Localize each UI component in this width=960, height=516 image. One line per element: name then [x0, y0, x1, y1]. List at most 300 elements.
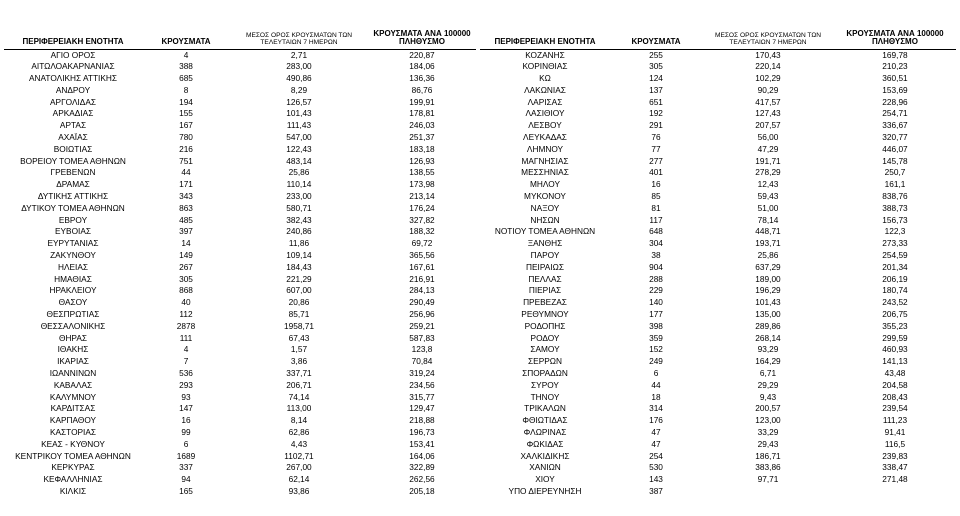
cases-cell: 254 — [649, 450, 663, 461]
region-cell: ΘΕΣΠΡΩΤΙΑΣ — [46, 309, 100, 320]
cases-cell: 1689 — [176, 450, 196, 461]
per100k-cell: 184,06 — [409, 61, 435, 72]
region-cell: ΚΟΡΙΝΘΙΑΣ — [522, 61, 568, 72]
avg7-cell: 278,29 — [755, 167, 781, 178]
per100k-cell: 116,5 — [884, 438, 906, 449]
region-cell: ΗΡΑΚΛΕΙΟΥ — [49, 285, 97, 296]
header-cases: ΚΡΟΥΣΜΑΤΑ — [610, 0, 702, 49]
table-row — [4, 226, 476, 238]
avg7-cell: 101,43 — [755, 297, 781, 308]
avg7-cell — [702, 486, 834, 498]
header-cases: ΚΡΟΥΣΜΑΤΑ — [142, 0, 230, 49]
avg7-cell: 490,86 — [286, 73, 312, 84]
per100k-cell: 220,87 — [409, 49, 435, 60]
cases-cell: 40 — [181, 297, 191, 308]
table-row — [480, 392, 956, 404]
per100k-cell: 111,23 — [882, 415, 908, 426]
cases-cell: 397 — [179, 226, 193, 237]
per100k-cell: 388,73 — [882, 202, 908, 213]
per100k-cell: 173,98 — [409, 179, 435, 190]
avg7-cell: 283,00 — [286, 61, 312, 72]
per100k-cell: 43,48 — [884, 368, 906, 379]
per100k-cell: 284,13 — [409, 285, 435, 296]
per100k-cell: 320,77 — [882, 132, 908, 143]
avg7-cell: 164,29 — [755, 356, 781, 367]
avg7-cell: 67,43 — [288, 332, 310, 343]
per100k-cell: 256,96 — [409, 309, 435, 320]
cases-cell: 81 — [651, 202, 661, 213]
per100k-cell: 136,36 — [409, 73, 435, 84]
table-row — [4, 144, 476, 156]
per100k-cell: 250,7 — [884, 167, 906, 178]
avg7-cell: 196,29 — [755, 285, 781, 296]
region-cell: ΚΑΒΑΛΑΣ — [53, 379, 93, 390]
avg7-cell: 3,86 — [290, 356, 308, 367]
cases-cell: 651 — [649, 96, 663, 107]
table-row — [480, 451, 956, 463]
table-row — [480, 474, 956, 486]
table-row — [4, 439, 476, 451]
region-cell: ΕΥΡΥΤΑΝΙΑΣ — [47, 238, 99, 249]
cases-cell: 277 — [649, 155, 663, 166]
cases-cell: 8 — [183, 84, 189, 95]
per100k-cell: 206,75 — [882, 309, 908, 320]
region-cell: ΜΥΚΟΝΟΥ — [524, 191, 566, 202]
cases-cell: 291 — [649, 120, 663, 131]
table-row — [480, 61, 956, 73]
table-row — [480, 108, 956, 120]
table-row — [480, 167, 956, 179]
avg7-cell: 184,43 — [286, 261, 312, 272]
avg7-cell: 101,43 — [286, 108, 312, 119]
table-row — [480, 203, 956, 215]
region-cell: ΑΝΔΡΟΥ — [55, 84, 91, 95]
cases-cell: 155 — [179, 108, 193, 119]
table-header-left — [4, 0, 476, 49]
table-row — [4, 356, 476, 368]
table-row — [4, 415, 476, 427]
avg7-cell: 122,43 — [286, 143, 312, 154]
per100k-cell: 123,8 — [411, 344, 433, 355]
avg7-cell: 56,00 — [757, 132, 779, 143]
table-row — [480, 344, 956, 356]
cases-cell: 171 — [179, 179, 193, 190]
per100k-cell: 315,77 — [409, 391, 435, 402]
table-row — [4, 49, 476, 61]
region-cell: ΑΧΑΪΑΣ — [58, 132, 88, 143]
avg7-cell: 126,57 — [286, 96, 312, 107]
table-body-left — [4, 49, 476, 498]
avg7-cell: 59,43 — [757, 191, 779, 202]
avg7-cell: 8,29 — [290, 84, 308, 95]
region-cell: ΚΕΝΤΡΙΚΟΥ ΤΟΜΕΑ ΑΘΗΝΩΝ — [15, 450, 131, 461]
table-row — [4, 108, 476, 120]
cases-table-right — [480, 0, 956, 498]
avg7-cell: 547,00 — [286, 132, 312, 143]
table-row — [4, 97, 476, 109]
table-body-right — [480, 49, 956, 498]
avg7-cell: 448,71 — [755, 226, 781, 237]
region-cell: ΣΥΡΟΥ — [531, 379, 559, 390]
avg7-cell: 25,86 — [288, 167, 310, 178]
per100k-cell: 86,76 — [411, 84, 433, 95]
per100k-cell: 299,59 — [882, 332, 908, 343]
avg7-cell: 6,71 — [759, 368, 777, 379]
region-cell: ΠΑΡΟΥ — [530, 250, 560, 261]
avg7-cell: 20,86 — [288, 297, 310, 308]
region-cell: ΑΡΚΑΔΙΑΣ — [52, 108, 94, 119]
table-row — [4, 392, 476, 404]
per100k-cell: 69,72 — [411, 238, 433, 249]
cases-cell: 111 — [179, 332, 193, 343]
cases-cell: 293 — [179, 379, 193, 390]
region-cell: ΠΡΕΒΕΖΑΣ — [523, 297, 567, 308]
cases-cell: 863 — [179, 202, 193, 213]
cases-cell: 685 — [179, 73, 193, 84]
cases-cell: 288 — [649, 273, 663, 284]
per100k-cell: 365,56 — [409, 250, 435, 261]
region-cell: ΙΩΑΝΝΙΝΩΝ — [49, 368, 97, 379]
per100k-cell: 210,23 — [882, 61, 908, 72]
table-row — [4, 215, 476, 227]
per100k-cell: 355,23 — [882, 320, 908, 331]
avg7-cell: 90,29 — [757, 84, 779, 95]
avg7-cell: 220,14 — [755, 61, 781, 72]
per100k-cell: 188,32 — [409, 226, 435, 237]
per100k-cell: 218,88 — [409, 415, 435, 426]
table-row — [4, 321, 476, 333]
table-row — [4, 179, 476, 191]
region-cell: ΖΑΚΥΝΘΟΥ — [50, 250, 96, 261]
table-row — [480, 415, 956, 427]
cases-cell: 401 — [649, 167, 663, 178]
per100k-cell: 178,81 — [409, 108, 435, 119]
table-row — [480, 85, 956, 97]
table-row — [480, 144, 956, 156]
cases-cell: 112 — [179, 309, 193, 320]
per100k-cell: 138,55 — [409, 167, 435, 178]
region-cell: ΑΝΑΤΟΛΙΚΗΣ ΑΤΤΙΚΗΣ — [28, 73, 118, 84]
per100k-cell: 216,91 — [409, 273, 435, 284]
region-cell: ΚΑΛΥΜΝΟΥ — [49, 391, 97, 402]
cases-cell: 47 — [651, 438, 661, 449]
cases-cell: 18 — [651, 391, 661, 402]
cases-cell: 868 — [179, 285, 193, 296]
avg7-cell: 289,86 — [755, 320, 781, 331]
per100k-cell: 271,48 — [882, 474, 908, 485]
cases-cell: 343 — [179, 191, 193, 202]
table-row — [480, 333, 956, 345]
avg7-cell: 102,29 — [755, 73, 781, 84]
cases-cell: 192 — [649, 108, 663, 119]
table-row — [4, 156, 476, 168]
avg7-cell: 337,71 — [286, 368, 312, 379]
table-row — [480, 238, 956, 250]
table-row — [480, 486, 956, 498]
avg7-cell: 191,71 — [755, 155, 781, 166]
avg7-cell: 382,43 — [286, 214, 312, 225]
table-row — [4, 61, 476, 73]
cases-cell: 152 — [649, 344, 663, 355]
table-header-right — [480, 0, 956, 49]
cases-cell: 648 — [649, 226, 663, 237]
region-cell: ΛΗΜΝΟΥ — [526, 143, 564, 154]
region-cell: ΛΕΣΒΟΥ — [528, 120, 562, 131]
table-row — [480, 73, 956, 85]
region-cell: ΚΕΑΣ - ΚΥΘΝΟΥ — [41, 438, 105, 449]
table-row — [4, 167, 476, 179]
per100k-cell: 336,67 — [882, 120, 908, 131]
avg7-cell: 51,00 — [757, 202, 779, 213]
table-row — [4, 403, 476, 415]
region-cell: ΒΟΡΕΙΟΥ ΤΟΜΕΑ ΑΘΗΝΩΝ — [20, 155, 126, 166]
per100k-cell: 204,58 — [882, 379, 908, 390]
per100k-cell: 70,84 — [411, 356, 433, 367]
cases-cell: 4 — [183, 344, 189, 355]
avg7-cell: 9,43 — [759, 391, 777, 402]
region-cell: ΡΕΘΥΜΝΟΥ — [521, 309, 569, 320]
region-cell: ΣΕΡΡΩΝ — [528, 356, 562, 367]
per100k-cell: 91,41 — [884, 427, 906, 437]
per100k-cell: 322,89 — [409, 462, 435, 473]
cases-cell: 99 — [181, 427, 191, 437]
avg7-cell: 111,43 — [286, 120, 312, 131]
per100k-cell: 122,3 — [884, 226, 906, 237]
cases-cell: 176 — [649, 415, 663, 426]
header-7day-average: ΜΕΣΟΣ ΟΡΟΣ ΚΡΟΥΣΜΑΤΩΝ ΤΩΝ ΤΕΛΕΥΤΑΙΩΝ 7 ΗΜΕΡΩΝ — [702, 0, 834, 49]
avg7-cell: 62,86 — [288, 427, 310, 437]
per100k-cell: 126,93 — [409, 155, 435, 166]
cases-cell: 780 — [179, 132, 193, 143]
cases-cell: 4 — [183, 49, 189, 60]
table-row — [4, 262, 476, 274]
cases-cell: 47 — [651, 427, 661, 437]
region-cell: ΓΡΕΒΕΝΩΝ — [50, 167, 96, 178]
region-cell: ΚΑΣΤΟΡΙΑΣ — [49, 427, 97, 437]
per100k-cell: 228,96 — [882, 96, 908, 107]
avg7-cell: 78,14 — [757, 214, 779, 225]
avg7-cell: 1,57 — [290, 344, 308, 355]
per100k-cell: 262,56 — [409, 474, 435, 485]
table-row — [4, 132, 476, 144]
avg7-cell: 206,71 — [286, 379, 312, 390]
avg7-cell: 383,86 — [755, 462, 781, 473]
region-cell: ΦΘΙΩΤΙΔΑΣ — [522, 415, 568, 426]
avg7-cell: 268,14 — [755, 332, 781, 343]
region-cell: ΚΙΛΚΙΣ — [59, 485, 87, 496]
region-cell: ΦΛΩΡΙΝΑΣ — [523, 427, 567, 437]
cases-cell: 216 — [179, 143, 193, 154]
per100k-cell: 153,41 — [409, 438, 435, 449]
table-row — [480, 427, 956, 439]
region-cell: ΘΑΣΟΥ — [58, 297, 88, 308]
region-cell: ΠΙΕΡΙΑΣ — [528, 285, 562, 296]
region-cell: ΤΗΝΟΥ — [530, 391, 560, 402]
avg7-cell: 123,00 — [755, 415, 781, 426]
per100k-cell: 129,47 — [409, 403, 435, 414]
cases-cell: 536 — [179, 368, 193, 379]
per100k-cell: 243,52 — [882, 297, 908, 308]
table-row — [4, 368, 476, 380]
avg7-cell: 8,14 — [290, 415, 308, 426]
cases-cell: 751 — [179, 155, 193, 166]
avg7-cell: 127,43 — [755, 108, 781, 119]
table-row — [4, 333, 476, 345]
avg7-cell: 233,00 — [286, 191, 312, 202]
cases-table-left — [4, 0, 476, 498]
cases-cell: 304 — [649, 238, 663, 249]
table-row — [480, 274, 956, 286]
per100k-cell: 164,06 — [409, 450, 435, 461]
avg7-cell: 193,71 — [755, 238, 781, 249]
region-cell: ΔΥΤΙΚΗΣ ΑΤΤΙΚΗΣ — [37, 191, 109, 202]
region-cell: ΙΚΑΡΙΑΣ — [57, 356, 89, 367]
table-row — [480, 262, 956, 274]
region-cell: ΗΛΕΙΑΣ — [57, 261, 89, 272]
table-row — [480, 191, 956, 203]
per100k-cell: 587,83 — [409, 332, 435, 343]
header-per-100k: ΚΡΟΥΣΜΑΤΑ ΑΝΑ 100000 ΠΛΗΘΥΣΜΟ — [368, 0, 476, 49]
cases-cell: 137 — [649, 84, 663, 95]
cases-cell: 6 — [653, 368, 659, 379]
region-cell: ΚΑΡΔΙΤΣΑΣ — [50, 403, 96, 414]
cases-cell: 14 — [181, 238, 191, 249]
region-cell: ΣΠΟΡΑΔΩΝ — [522, 368, 568, 379]
table-row — [480, 403, 956, 415]
table-row — [480, 215, 956, 227]
cases-cell: 94 — [181, 474, 191, 485]
region-cell: ΛΑΡΙΣΑΣ — [527, 96, 563, 107]
cases-cell: 249 — [649, 356, 663, 367]
cases-cell: 143 — [649, 474, 663, 485]
table-row — [4, 285, 476, 297]
avg7-cell: 200,57 — [755, 403, 781, 414]
region-cell: ΑΓΙΟ ΟΡΟΣ — [50, 49, 96, 60]
cases-cell: 305 — [649, 61, 663, 72]
table-row — [480, 439, 956, 451]
avg7-cell: 267,00 — [286, 462, 312, 473]
cases-cell: 398 — [649, 320, 663, 331]
avg7-cell: 25,86 — [757, 250, 779, 261]
avg7-cell: 109,14 — [286, 250, 312, 261]
cases-cell: 124 — [649, 73, 663, 84]
per100k-cell: 180,74 — [882, 285, 908, 296]
cases-cell: 7 — [183, 356, 189, 367]
avg7-cell: 110,14 — [286, 179, 312, 190]
region-cell: ΜΕΣΣΗΝΙΑΣ — [521, 167, 569, 178]
region-cell: ΠΕΛΛΑΣ — [528, 273, 562, 284]
cases-cell: 229 — [649, 285, 663, 296]
avg7-cell: 1958,71 — [284, 320, 314, 331]
region-cell: ΗΜΑΘΙΑΣ — [54, 273, 92, 284]
region-cell: ΤΡΙΚΑΛΩΝ — [524, 403, 566, 414]
region-cell: ΚΕΦΑΛΛΗΝΙΑΣ — [43, 474, 103, 485]
per100k-cell: 183,18 — [409, 143, 435, 154]
region-cell: ΣΑΜΟΥ — [530, 344, 560, 355]
region-cell: ΘΗΡΑΣ — [58, 332, 88, 343]
per100k-cell: 153,69 — [882, 84, 908, 95]
cases-cell: 117 — [649, 214, 663, 225]
per100k-cell: 141,13 — [882, 356, 908, 367]
cases-cell: 140 — [649, 297, 663, 308]
cases-cell: 904 — [649, 261, 663, 272]
region-cell: ΧΑΛΚΙΔΙΚΗΣ — [520, 450, 570, 461]
per100k-cell: 167,61 — [409, 261, 435, 272]
per100k-cell: 259,21 — [409, 320, 435, 331]
table-row — [4, 73, 476, 85]
per100k-cell: 213,14 — [409, 191, 435, 202]
cases-cell: 359 — [649, 332, 663, 343]
per100k-cell: 201,34 — [882, 261, 908, 272]
avg7-cell: 240,86 — [286, 226, 312, 237]
cases-cell: 255 — [649, 49, 663, 60]
per100k-cell: 205,18 — [409, 485, 435, 496]
per100k-cell: 838,76 — [882, 191, 908, 202]
table-row — [4, 274, 476, 286]
avg7-cell: 74,14 — [288, 391, 310, 402]
region-cell: ΛΕΥΚΑΔΑΣ — [523, 132, 567, 143]
avg7-cell: 29,29 — [757, 379, 779, 390]
per100k-cell: 273,33 — [882, 238, 908, 249]
region-cell: ΡΟΔΟΠΗΣ — [524, 320, 566, 331]
per100k-cell: 196,73 — [409, 427, 435, 437]
per100k-cell: 251,37 — [409, 132, 435, 143]
table-row — [4, 250, 476, 262]
header-region: ΠΕΡΙΦΕΡΕΙΑΚΗ ΕΝΟΤΗΤΑ — [4, 0, 142, 49]
avg7-cell: 12,43 — [757, 179, 779, 190]
table-row — [480, 132, 956, 144]
cases-cell: 2878 — [176, 320, 196, 331]
region-cell: ΚΟΖΑΝΗΣ — [525, 49, 565, 60]
cases-cell: 165 — [179, 485, 193, 496]
region-cell: ΚΕΡΚΥΡΑΣ — [51, 462, 95, 473]
table-row — [4, 380, 476, 392]
region-cell: ΔΡΑΜΑΣ — [56, 179, 90, 190]
cases-cell: 530 — [649, 462, 663, 473]
region-cell: ΧΑΝΙΩΝ — [529, 462, 561, 473]
table-row — [480, 321, 956, 333]
avg7-cell: 221,29 — [286, 273, 312, 284]
region-cell: ΙΘΑΚΗΣ — [57, 344, 89, 355]
avg7-cell: 93,86 — [288, 485, 310, 496]
avg7-cell: 97,71 — [757, 474, 779, 485]
avg7-cell: 189,00 — [755, 273, 781, 284]
region-cell: ΜΗΛΟΥ — [530, 179, 560, 190]
table-row — [480, 226, 956, 238]
table-row — [480, 156, 956, 168]
per100k-cell: 206,19 — [882, 273, 908, 284]
header-7day-average: ΜΕΣΟΣ ΟΡΟΣ ΚΡΟΥΣΜΑΤΩΝ ΤΩΝ ΤΕΛΕΥΤΑΙΩΝ 7 ΗΜΕΡΩΝ — [230, 0, 368, 49]
avg7-cell: 85,71 — [288, 309, 310, 320]
table-row — [480, 179, 956, 191]
region-cell: ΕΥΒΟΙΑΣ — [54, 226, 92, 237]
table-row — [480, 380, 956, 392]
region-cell: ΔΥΤΙΚΟΥ ΤΟΜΕΑ ΑΘΗΝΩΝ — [21, 202, 125, 213]
avg7-cell: 170,43 — [755, 49, 781, 60]
region-cell: ΑΡΤΑΣ — [59, 120, 87, 131]
region-cell: ΛΑΚΩΝΙΑΣ — [524, 84, 566, 95]
region-cell: ΞΑΝΘΗΣ — [527, 238, 563, 249]
per100k-cell: 161,1 — [884, 179, 906, 190]
avg7-cell: 417,57 — [755, 96, 781, 107]
cases-cell: 194 — [179, 96, 193, 107]
table-row — [4, 427, 476, 439]
table-row — [480, 368, 956, 380]
table-row — [480, 309, 956, 321]
cases-cell: 16 — [651, 179, 661, 190]
avg7-cell: 135,00 — [755, 309, 781, 320]
per100k-cell — [834, 486, 956, 498]
